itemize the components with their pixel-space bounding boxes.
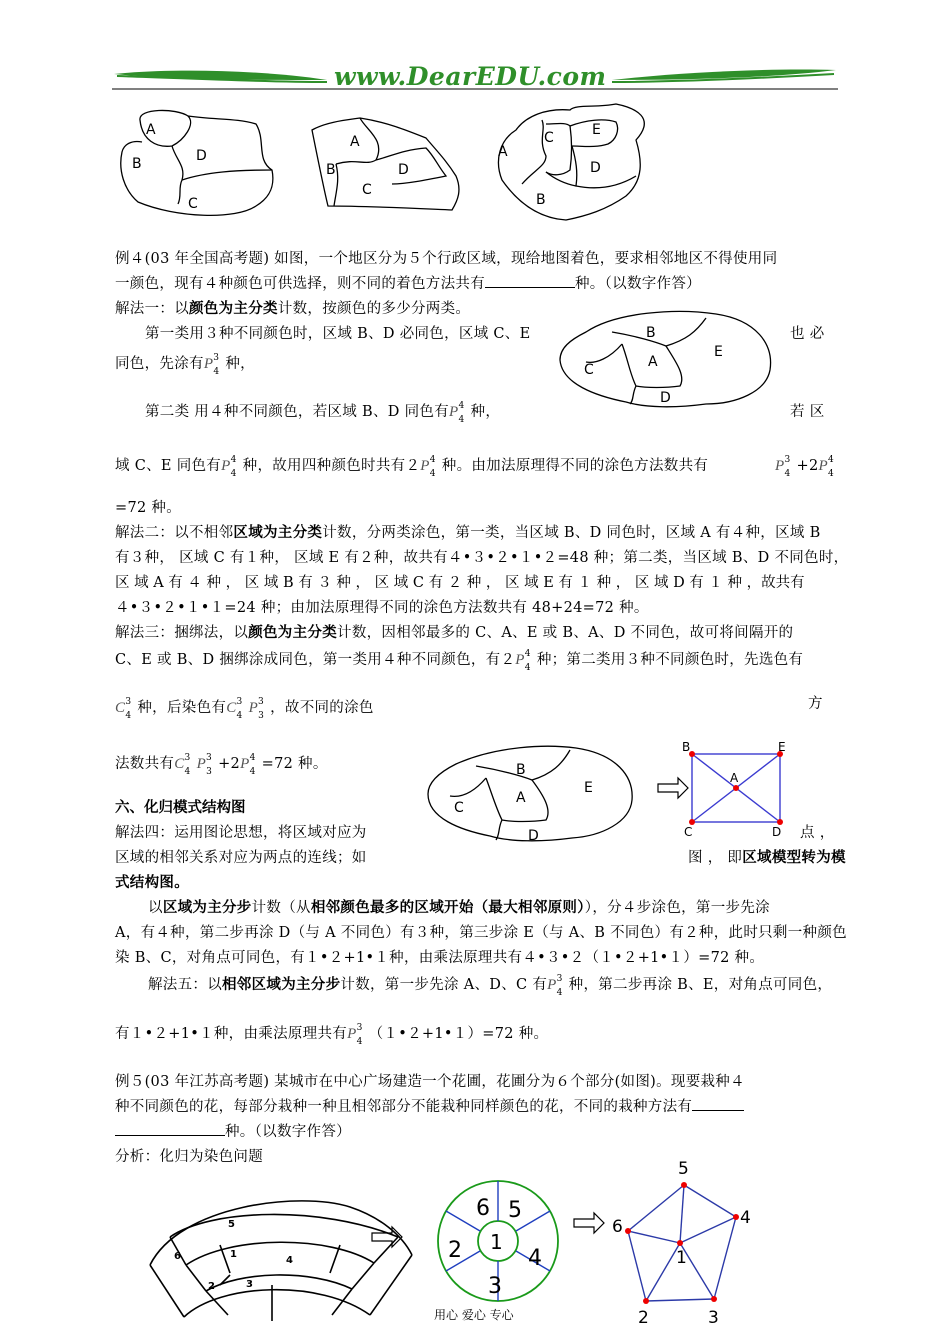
map-3 xyxy=(498,104,644,220)
pent-label-3: 1 xyxy=(676,1248,687,1268)
map4-label-3: C xyxy=(584,362,594,378)
fan-label-5: 3 xyxy=(246,1279,253,1290)
flowerbed-figure xyxy=(120,1155,820,1335)
answer-blank-2b xyxy=(115,1135,225,1136)
m1-line-5-formula: $P^3_4 +2P^4_4$ xyxy=(775,455,835,479)
pent-label-1: 6 xyxy=(612,1217,623,1237)
page-header xyxy=(112,60,838,96)
pent-label-0: 5 xyxy=(678,1159,689,1179)
map3-label-4: B xyxy=(536,192,546,208)
map2-label-3: D xyxy=(398,162,409,178)
map-graph-figure xyxy=(426,742,838,846)
answer-blank-2a xyxy=(692,1110,744,1111)
map5-label-1: E xyxy=(584,780,593,796)
map-ex4-copy xyxy=(428,746,632,844)
map3-label-2: E xyxy=(592,122,601,138)
m1-line-3: 同色，先涂有$P^3_4$ 种， xyxy=(115,353,255,377)
ring-label-1: 5 xyxy=(508,1198,522,1223)
m1-line-1: 解法一：以颜色为主分类计数，按颜色的多少分两类。 xyxy=(115,301,471,317)
ring-label-2: 1 xyxy=(490,1230,503,1254)
graph1-label-0: B xyxy=(682,742,691,754)
m4-line-1: 以区域为主分步计数（从相邻颜色最多的区域开始（最大相邻原则）），分４步涂色，第一步先涂 xyxy=(148,900,770,916)
top-maps-figure xyxy=(116,100,656,230)
pent-label-2: 4 xyxy=(740,1208,751,1228)
map4-label-1: E xyxy=(714,344,723,360)
fan-label-3: 4 xyxy=(286,1255,293,1266)
map1-label-1: B xyxy=(132,156,142,172)
map2-label-1: B xyxy=(326,162,336,178)
map2-label-2: C xyxy=(362,182,372,198)
sec6-line-3: 式结构图。 xyxy=(115,875,189,891)
answer-blank xyxy=(485,287,575,288)
perm-P: P xyxy=(203,356,214,372)
m4-line-3: 染 B、C，对角点可同色，有１•２+1•１种，由乘法原理共有４•３•２（１•２+1•１）=72 种。 xyxy=(115,950,765,966)
map4-label-2: A xyxy=(648,354,658,370)
sec6-line-2: 区域的相邻关系对应为两点的连线；如 xyxy=(115,850,367,866)
map5-label-2: A xyxy=(516,790,526,806)
ex5-line-2: 种不同颜色的花，每部分栽种一种且相邻部分不能栽种同样颜色的花，不同的栽种方法有 xyxy=(115,1095,744,1120)
map-2 xyxy=(312,118,459,210)
map1-label-0: A xyxy=(146,122,156,138)
sec6-line-1: 解法四：运用图论思想，将区域对应为 xyxy=(115,825,367,841)
map4-label-4: D xyxy=(660,390,671,406)
m1-line-2: 第一类用３种不同颜色时，区域 B、D 必同色，区域 C、E xyxy=(145,326,531,342)
graph1-label-3: C xyxy=(684,825,693,839)
fan-diagram xyxy=(150,1201,412,1321)
map-1 xyxy=(121,110,273,215)
pent-label-5: 3 xyxy=(708,1308,719,1328)
sec6-line-2-right: 图 ， 即区域模型转为模 xyxy=(688,850,846,866)
graph1-label-4: D xyxy=(772,825,782,839)
ring-label-5: 3 xyxy=(488,1274,502,1299)
m2-line-1: 解法二：以不相邻区域为主分类计数，分两类涂色，第一类，当区域 B、D 同色时，区域 A 有４种，区域 B xyxy=(115,525,821,541)
ex5-line-4: 分析：化归为染色问题 xyxy=(115,1149,263,1165)
map3-label-0: A xyxy=(498,144,508,160)
fan-label-0: 5 xyxy=(228,1219,235,1230)
arrow-right-icon xyxy=(574,1213,604,1233)
map1-label-2: D xyxy=(196,148,207,164)
map5-label-0: B xyxy=(516,762,526,778)
graph1-label-2: A xyxy=(730,771,739,785)
map5-label-4: D xyxy=(528,828,539,844)
ring-diagram xyxy=(438,1181,558,1301)
map2-label-0: A xyxy=(350,134,360,150)
m2-line-3: 区 域 A 有 ４ 种 ， 区 域 B 有 ３ 种 ， 区 域 C 有 ２ 种 ， 区 域 E 有 １ 种 ， 区 域 D 有 １ 种 ，故共有 xyxy=(115,575,805,591)
section-6-title: 六、化归模式结构图 xyxy=(115,800,246,816)
ex4-line-2: 一颜色，现有４种颜色可供选择，则不同的着色方法共有 种。（以数字作答） xyxy=(115,276,701,292)
m5-line-1: 解法五：以相邻区域为主分步计数，第一步先涂 A、D、C 有$P^3_4$ 种，第二步再涂 B、E，对角点可同色， xyxy=(148,974,833,998)
m2-line-4: ４•３•２•１•１=24 种；由加法原理得不同的涂色方法数共有 48+24=72 种。 xyxy=(115,600,649,616)
footer-text: 用心 爱心 专心 xyxy=(434,1308,514,1322)
m1-line-6: =72 种。 xyxy=(115,500,182,516)
m3-line-2: C、E 或 B、D 捆绑涂成同色，第一类用４种不同颜色，有$2P^4_4$ 种；第二类用３种不同颜色时，先选色有 xyxy=(115,649,804,673)
m5-line-2: 有１•２+1•１种，由乘法原理共有$P^3_4$ （１•２+1•１）=72 种。 xyxy=(115,1023,549,1047)
map5-label-3: C xyxy=(454,800,464,816)
map4-label-0: B xyxy=(646,325,656,341)
m2-line-2: 有３种， 区域 C 有１种， 区域 E 有２种，故共有４•３•２•１•２=48 种；第二类，当区域 B、D 不同色时， xyxy=(115,550,849,566)
map-ex4 xyxy=(556,304,778,412)
ex5-line-3: 种。（以数字作答） xyxy=(115,1120,351,1145)
m1-line-4: 第二类 用４种不同颜色，若区域 B、D 同色有$P^4_4$ 种， xyxy=(145,401,501,425)
map3-label-1: C xyxy=(544,130,554,146)
m3-line-3-right: 方 xyxy=(808,696,823,712)
ex4-line-1: 例４(03 年全国高考题) 如图，一个地区分为５个行政区域，现给地图着色，要求相邻地区不得使用同 xyxy=(115,251,778,267)
m1-line-2-right: 也 必 xyxy=(790,326,825,342)
map1-label-3: C xyxy=(188,196,198,212)
pent-label-4: 2 xyxy=(638,1308,649,1328)
m3-line-1: 解法三：捆绑法，以颜色为主分类计数，因相邻最多的 C、A、E 或 B、A、D 不同色，故可将间隔开的 xyxy=(115,625,794,641)
map3-label-3: D xyxy=(590,160,601,176)
ring-label-3: 2 xyxy=(448,1238,462,1263)
graph1-label-1: E xyxy=(778,742,786,754)
sec6-line-1-right: 点 ， xyxy=(800,825,835,841)
arrow-right-icon xyxy=(658,778,688,798)
ex5-line-1: 例５(03 年江苏高考题) 某城市在中心广场建造一个花圃，花圃分为６个部分(如图)。现要栽种４ xyxy=(115,1074,745,1090)
m3-line-4: 法数共有$C^3_4$ $P^3_3 +2P^4_4 =72$ 种。 xyxy=(115,753,328,777)
m3-line-3: $C^3_4$ 种，后染色有$C^3_4$ $P^3_3$ ，故不同的涂色 xyxy=(115,697,374,721)
fan-label-4: 2 xyxy=(208,1281,215,1292)
m1-line-5: 域 C、E 同色有$P^4_4$ 种，故用四种颜色时共有$2P^4_4$ 种。由加法原理得不同的涂色方法数共有 xyxy=(115,455,709,479)
m4-line-2: A，有４种，第二步再涂 D（与 A 不同色）有３种，第三步涂 E（与 A、B 不同色）有２种，此时只剩一种颜色 xyxy=(115,925,847,941)
fan-label-2: 1 xyxy=(230,1249,237,1260)
ring-label-4: 4 xyxy=(528,1246,542,1271)
m1-line-4-right: 若 区 xyxy=(790,404,825,420)
site-logo-text: www.DearEDU.com xyxy=(334,62,607,91)
graph-structure-1 xyxy=(682,742,786,839)
ring-label-0: 6 xyxy=(476,1196,490,1221)
fan-label-1: 6 xyxy=(174,1251,181,1262)
